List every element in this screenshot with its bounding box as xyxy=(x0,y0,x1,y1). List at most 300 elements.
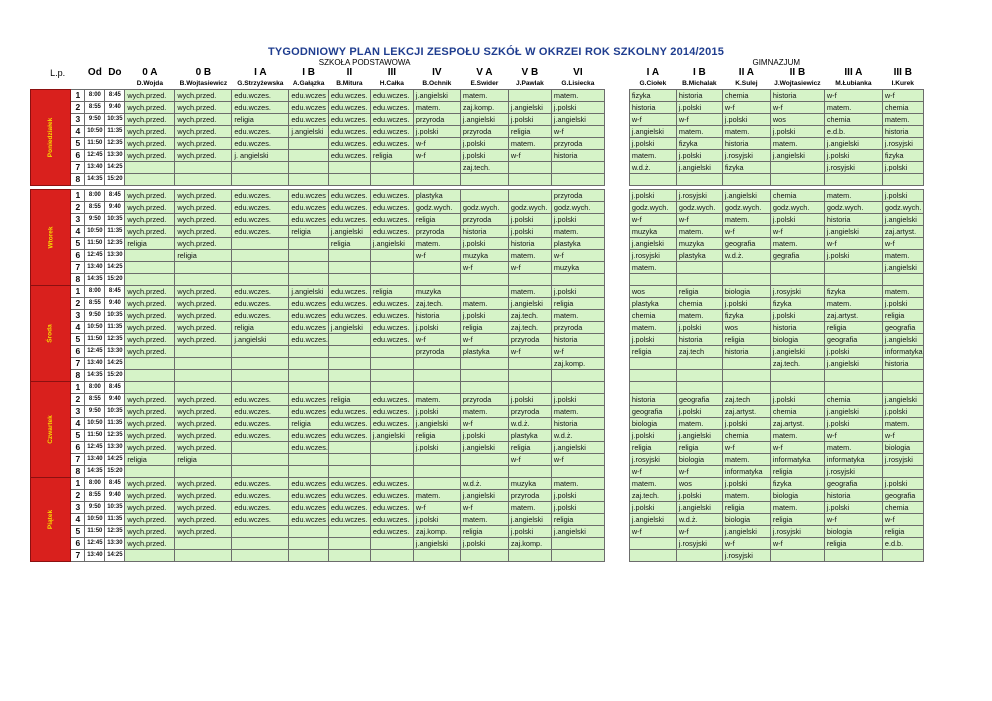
lesson-cell: matem. xyxy=(882,286,923,298)
lesson-cell xyxy=(882,274,923,286)
lesson-cell: edu.wczes xyxy=(289,406,329,418)
table-row xyxy=(31,502,924,514)
lesson-cell: edu.wczes. xyxy=(328,406,370,418)
lesson-cell: j.polski xyxy=(551,102,604,114)
lesson-cell: w-f xyxy=(676,214,722,226)
lesson-cell: j.angielski xyxy=(824,138,882,150)
lesson-cell: przyroda xyxy=(508,334,551,346)
lesson-number: 2 xyxy=(71,202,85,214)
lesson-cell: przyroda xyxy=(508,490,551,502)
lesson-cell xyxy=(629,174,676,186)
lesson-cell: edu.wczes xyxy=(289,190,329,202)
column-gap xyxy=(604,370,629,382)
lesson-cell: edu.wczes. xyxy=(232,90,289,102)
lesson-cell: j.angielski xyxy=(551,442,604,454)
lesson-cell: matem. xyxy=(508,286,551,298)
day-label xyxy=(31,190,71,286)
lesson-cell: matem. xyxy=(882,418,923,430)
day-label-text: Środa xyxy=(47,324,55,343)
lesson-cell: religia xyxy=(722,502,770,514)
class-header: V A xyxy=(476,67,493,78)
lesson-cell: fizyka xyxy=(722,310,770,322)
lesson-cell: edu.wczes. xyxy=(289,442,329,454)
start-time: 12:45 xyxy=(85,442,105,454)
lesson-cell: w-f xyxy=(722,442,770,454)
lesson-cell: historia xyxy=(824,214,882,226)
lesson-cell xyxy=(551,162,604,174)
lesson-cell: j.angielski xyxy=(551,114,604,126)
lesson-cell: j.polski xyxy=(676,102,722,114)
start-time: 12:45 xyxy=(85,150,105,162)
lesson-cell: edu.wczes. xyxy=(232,126,289,138)
end-time: 10:35 xyxy=(105,406,125,418)
lesson-cell: edu.wczes. xyxy=(370,226,413,238)
lesson-cell: j.polski xyxy=(824,502,882,514)
lesson-cell: zaj.tech xyxy=(722,394,770,406)
class-header: III xyxy=(387,67,397,78)
lesson-cell: biologia xyxy=(824,526,882,538)
table-row xyxy=(31,382,924,394)
col-header-od: Od xyxy=(87,67,102,78)
lesson-number: 4 xyxy=(71,226,85,238)
lesson-number: 5 xyxy=(71,334,85,346)
lesson-cell xyxy=(413,262,460,274)
end-time: 9:40 xyxy=(105,202,125,214)
lesson-cell: edu.wczes. xyxy=(370,490,413,502)
column-gap xyxy=(604,514,629,526)
lesson-cell: godz.wych. xyxy=(551,202,604,214)
lesson-cell: j.rosyjski xyxy=(629,250,676,262)
start-time: 8:00 xyxy=(85,286,105,298)
lesson-cell: j.polski xyxy=(551,490,604,502)
lesson-cell: chemia xyxy=(629,310,676,322)
lesson-cell xyxy=(232,162,289,174)
lesson-cell xyxy=(175,538,232,550)
lesson-cell: matem. xyxy=(413,490,460,502)
lesson-cell: biologia xyxy=(770,334,824,346)
lesson-cell: religia xyxy=(413,214,460,226)
lesson-cell xyxy=(370,174,413,186)
lesson-cell: w-f xyxy=(629,526,676,538)
table-row xyxy=(31,214,924,226)
lesson-cell: fizyka xyxy=(629,90,676,102)
start-time: 14:35 xyxy=(85,466,105,478)
lesson-cell xyxy=(370,162,413,174)
lesson-cell: edu.wczes. xyxy=(370,334,413,346)
lesson-cell xyxy=(175,174,232,186)
lesson-cell xyxy=(328,538,370,550)
lesson-cell: matem. xyxy=(629,478,676,490)
lesson-cell xyxy=(232,370,289,382)
lesson-cell: matem. xyxy=(770,238,824,250)
lesson-cell: j.polski xyxy=(676,150,722,162)
table-row xyxy=(31,538,924,550)
lesson-cell: matem. xyxy=(551,406,604,418)
table-row xyxy=(31,334,924,346)
start-time: 9:50 xyxy=(85,214,105,226)
lesson-cell xyxy=(328,526,370,538)
lesson-cell: edu.wczes. xyxy=(289,334,329,346)
lesson-cell: fizyka xyxy=(824,286,882,298)
lesson-cell: historia xyxy=(413,310,460,322)
lesson-cell: matem. xyxy=(722,126,770,138)
end-time: 12:35 xyxy=(105,430,125,442)
lesson-cell: j.angielski xyxy=(882,262,923,274)
lesson-cell: edu.wczes xyxy=(289,114,329,126)
lesson-cell: wych.przed. xyxy=(175,226,232,238)
lesson-cell: godz.wych. xyxy=(460,202,508,214)
lesson-cell: edu.wczes xyxy=(289,478,329,490)
lesson-number: 6 xyxy=(71,538,85,550)
end-time: 14:25 xyxy=(105,454,125,466)
lesson-cell: w-f xyxy=(551,454,604,466)
lesson-cell: religia xyxy=(676,286,722,298)
lesson-cell xyxy=(232,454,289,466)
lesson-cell: j.polski xyxy=(508,114,551,126)
lesson-cell: j.polski xyxy=(551,394,604,406)
column-gap xyxy=(604,490,629,502)
lesson-cell xyxy=(328,274,370,286)
column-gap xyxy=(604,406,629,418)
lesson-cell: edu.wczes. xyxy=(232,138,289,150)
lesson-cell xyxy=(232,238,289,250)
lesson-cell: edu.wczes. xyxy=(370,322,413,334)
teacher-name: E.Swider xyxy=(470,80,499,87)
lesson-cell: w-f xyxy=(770,442,824,454)
lesson-cell: biologia xyxy=(770,490,824,502)
lesson-cell: j.angielski xyxy=(676,430,722,442)
lesson-cell: edu.wczes xyxy=(289,102,329,114)
lesson-cell xyxy=(232,550,289,562)
lesson-cell: j.angielski xyxy=(232,334,289,346)
table-row xyxy=(31,298,924,310)
lesson-cell: j.angielski xyxy=(722,190,770,202)
table-row xyxy=(31,126,924,138)
lesson-cell: wos xyxy=(629,286,676,298)
lesson-number: 2 xyxy=(71,298,85,310)
day-label xyxy=(31,286,71,382)
lesson-cell: edu.wczes xyxy=(289,322,329,334)
table-row xyxy=(31,526,924,538)
lesson-cell: j. angielski xyxy=(232,150,289,162)
lesson-cell: historia xyxy=(770,322,824,334)
lesson-cell xyxy=(551,550,604,562)
lesson-cell: wych.przed. xyxy=(175,114,232,126)
lesson-cell: przyroda xyxy=(460,394,508,406)
table-row xyxy=(31,114,924,126)
lesson-cell: matem. xyxy=(676,226,722,238)
lesson-cell: biologia xyxy=(722,286,770,298)
lesson-cell: matem. xyxy=(508,250,551,262)
class-header: II A xyxy=(738,67,754,78)
lesson-number: 2 xyxy=(71,490,85,502)
teacher-name: G.Ciołek xyxy=(639,80,667,87)
lesson-cell: godz.wych. xyxy=(676,202,722,214)
lesson-cell xyxy=(770,274,824,286)
lesson-cell: zaj.artyst. xyxy=(824,310,882,322)
lesson-cell xyxy=(175,358,232,370)
lesson-cell xyxy=(722,274,770,286)
lesson-cell xyxy=(629,358,676,370)
column-gap xyxy=(604,262,629,274)
lesson-cell: geografia xyxy=(882,322,923,334)
lesson-cell xyxy=(125,274,175,286)
lesson-cell xyxy=(175,550,232,562)
column-gap xyxy=(604,67,629,79)
lesson-cell xyxy=(882,370,923,382)
lesson-cell: wych.przed. xyxy=(125,214,175,226)
lesson-cell: matem. xyxy=(629,322,676,334)
lesson-cell: religia xyxy=(232,322,289,334)
column-gap xyxy=(604,322,629,334)
end-time: 13:30 xyxy=(105,150,125,162)
lesson-number: 8 xyxy=(71,370,85,382)
table-row xyxy=(31,150,924,162)
lesson-cell xyxy=(460,550,508,562)
lesson-cell xyxy=(232,466,289,478)
lesson-cell: j.polski xyxy=(629,430,676,442)
table-row xyxy=(31,162,924,174)
lesson-cell: w-f xyxy=(722,102,770,114)
lesson-cell: edu.wczes. xyxy=(328,150,370,162)
column-gap xyxy=(604,150,629,162)
table-row xyxy=(31,238,924,250)
teacher-name: B.Ochnik xyxy=(422,80,452,87)
lesson-cell: edu.wczes. xyxy=(328,114,370,126)
lesson-cell: edu.wczes xyxy=(289,310,329,322)
lesson-cell: matem. xyxy=(413,394,460,406)
lesson-cell: wych.przed. xyxy=(125,298,175,310)
end-time: 9:40 xyxy=(105,490,125,502)
lesson-cell xyxy=(770,382,824,394)
lesson-cell: j.polski xyxy=(460,238,508,250)
lesson-cell: j.polski xyxy=(508,394,551,406)
lesson-cell: j.polski xyxy=(460,310,508,322)
lesson-cell: edu.wczes. xyxy=(328,310,370,322)
lesson-cell: j.angielski xyxy=(508,102,551,114)
lesson-cell xyxy=(722,262,770,274)
lesson-cell xyxy=(460,466,508,478)
lesson-cell: biologia xyxy=(629,418,676,430)
lesson-cell: matem. xyxy=(629,150,676,162)
lesson-cell: j.angielski xyxy=(508,514,551,526)
column-gap xyxy=(604,442,629,454)
start-time: 8:55 xyxy=(85,202,105,214)
lesson-number: 7 xyxy=(71,454,85,466)
lesson-cell: wos xyxy=(676,478,722,490)
lesson-cell: religia xyxy=(508,442,551,454)
lesson-cell: j.rosyjski xyxy=(770,526,824,538)
lesson-cell: edu.wczes. xyxy=(232,202,289,214)
lesson-cell: j.polski xyxy=(508,526,551,538)
lesson-cell: informatyka xyxy=(722,466,770,478)
lesson-cell: religia xyxy=(629,346,676,358)
class-header: I B xyxy=(693,67,706,78)
lesson-cell: matem. xyxy=(413,102,460,114)
lesson-number: 1 xyxy=(71,190,85,202)
column-gap xyxy=(604,358,629,370)
lesson-cell: w-f xyxy=(551,346,604,358)
lesson-cell: historia xyxy=(551,418,604,430)
lesson-cell: wych.przed. xyxy=(175,126,232,138)
lesson-cell xyxy=(508,190,551,202)
class-header: I A xyxy=(646,67,660,78)
lesson-cell: zaj.komp. xyxy=(508,538,551,550)
end-time: 10:35 xyxy=(105,214,125,226)
column-gap xyxy=(604,382,629,394)
lesson-cell: chemia xyxy=(770,190,824,202)
lesson-cell: w-f xyxy=(882,90,923,102)
lesson-cell: geografia xyxy=(824,334,882,346)
lesson-cell xyxy=(770,162,824,174)
lesson-cell xyxy=(413,358,460,370)
lesson-cell: religia xyxy=(370,150,413,162)
lesson-cell: w-f xyxy=(882,430,923,442)
lesson-cell: informatyka xyxy=(882,346,923,358)
lesson-cell: wych.przed. xyxy=(125,138,175,150)
lesson-cell: wych.przed. xyxy=(125,286,175,298)
lesson-cell: edu.wczes. xyxy=(232,298,289,310)
teacher-name: M.Łubianka xyxy=(835,80,872,87)
lesson-cell: j.polski xyxy=(629,138,676,150)
lesson-cell: religia xyxy=(175,250,232,262)
lesson-cell: w-f xyxy=(770,226,824,238)
lesson-cell: wych.przed. xyxy=(125,442,175,454)
lesson-cell: edu.wczes. xyxy=(328,138,370,150)
lesson-cell: j.rosyjski xyxy=(676,190,722,202)
lesson-cell xyxy=(460,454,508,466)
page-title: TYGODNIOWY PLAN LEKCJI ZESPOŁU SZKÓŁ W OKRZEI ROK SZKOLNY 2014/2015 xyxy=(267,46,725,58)
lesson-cell xyxy=(824,550,882,562)
lesson-cell xyxy=(125,162,175,174)
lesson-cell: geografia xyxy=(629,406,676,418)
column-gap xyxy=(604,454,629,466)
lesson-cell: edu.wczes. xyxy=(370,406,413,418)
lesson-cell: edu.wczes xyxy=(289,202,329,214)
lesson-cell: wych.przed. xyxy=(125,502,175,514)
start-time: 8:00 xyxy=(85,382,105,394)
lesson-cell: wych.przed. xyxy=(125,346,175,358)
end-time: 8:45 xyxy=(105,286,125,298)
lesson-cell xyxy=(175,274,232,286)
lesson-cell: j.rosyjski xyxy=(770,286,824,298)
lesson-cell xyxy=(232,262,289,274)
day-label-text: Czwartek xyxy=(47,415,55,444)
lesson-cell xyxy=(676,358,722,370)
lesson-cell: j.polski xyxy=(824,250,882,262)
table-row xyxy=(31,466,924,478)
col-header-lp: L.p. xyxy=(50,68,66,78)
lesson-cell: j.angielski xyxy=(370,430,413,442)
lesson-cell: biologia xyxy=(882,442,923,454)
lesson-cell: edu.wczes. xyxy=(328,214,370,226)
lesson-cell: matem. xyxy=(824,190,882,202)
lesson-cell: wych.przed. xyxy=(125,418,175,430)
lesson-number: 1 xyxy=(71,382,85,394)
lesson-cell: j.rosyjski xyxy=(882,138,923,150)
lesson-cell: informatyka xyxy=(824,454,882,466)
end-time: 12:35 xyxy=(105,238,125,250)
column-gap xyxy=(604,418,629,430)
lesson-number: 8 xyxy=(71,174,85,186)
lesson-cell xyxy=(413,274,460,286)
lesson-cell xyxy=(232,274,289,286)
table-row xyxy=(31,90,924,102)
lesson-cell: w.d.ż. xyxy=(508,418,551,430)
lesson-cell: fizyka xyxy=(722,162,770,174)
lesson-cell xyxy=(289,150,329,162)
lesson-cell: zaj.artyst. xyxy=(882,226,923,238)
lesson-cell: w-f xyxy=(882,514,923,526)
lesson-cell: edu.wczes. xyxy=(232,190,289,202)
lesson-cell: zaj.komp. xyxy=(460,102,508,114)
lesson-cell: religia xyxy=(232,114,289,126)
lesson-cell: fizyka xyxy=(770,298,824,310)
column-gap xyxy=(604,274,629,286)
lesson-cell: gegrafia xyxy=(770,250,824,262)
lesson-cell: j.polski xyxy=(460,150,508,162)
column-gap xyxy=(604,238,629,250)
end-time: 14:25 xyxy=(105,162,125,174)
lesson-cell: edu.wczes. xyxy=(370,138,413,150)
lesson-cell: matem. xyxy=(722,454,770,466)
lesson-cell: w.d.ż. xyxy=(722,250,770,262)
table-row xyxy=(31,310,924,322)
lesson-cell: historia xyxy=(508,238,551,250)
table-row xyxy=(31,250,924,262)
lesson-number: 6 xyxy=(71,346,85,358)
lesson-cell: godz.wych. xyxy=(722,202,770,214)
end-time: 12:35 xyxy=(105,334,125,346)
start-time: 8:55 xyxy=(85,394,105,406)
lesson-cell: historia xyxy=(676,334,722,346)
lesson-cell: muzyka xyxy=(629,226,676,238)
lesson-cell: w-f xyxy=(824,430,882,442)
lesson-cell xyxy=(676,262,722,274)
end-time: 11:35 xyxy=(105,126,125,138)
lesson-cell: wych.przed. xyxy=(125,430,175,442)
lesson-cell xyxy=(328,370,370,382)
table-row xyxy=(31,358,924,370)
column-gap xyxy=(604,430,629,442)
end-time: 10:35 xyxy=(105,502,125,514)
start-time: 12:45 xyxy=(85,538,105,550)
day-label-text: Poniedziałek xyxy=(47,117,55,158)
lesson-cell: przyroda xyxy=(413,226,460,238)
start-time: 10:50 xyxy=(85,322,105,334)
lesson-cell xyxy=(508,358,551,370)
end-time: 9:40 xyxy=(105,394,125,406)
teacher-name: J.Pawlak xyxy=(515,80,544,87)
lesson-cell: j.rosyjski xyxy=(722,550,770,562)
lesson-cell: chemia xyxy=(722,430,770,442)
teacher-name: I.Kurek xyxy=(891,80,914,87)
lesson-cell: j.angielski xyxy=(370,238,413,250)
lesson-number: 7 xyxy=(71,262,85,274)
lesson-number: 1 xyxy=(71,286,85,298)
lesson-cell xyxy=(289,526,329,538)
lesson-number: 8 xyxy=(71,466,85,478)
lesson-cell xyxy=(722,174,770,186)
start-time: 14:35 xyxy=(85,370,105,382)
lesson-cell: j.angielski xyxy=(328,322,370,334)
lesson-cell: wych.przed. xyxy=(175,334,232,346)
lesson-cell: religia xyxy=(289,418,329,430)
end-time: 10:35 xyxy=(105,310,125,322)
lesson-cell xyxy=(289,250,329,262)
lesson-cell xyxy=(289,454,329,466)
lesson-cell: geografia xyxy=(882,490,923,502)
